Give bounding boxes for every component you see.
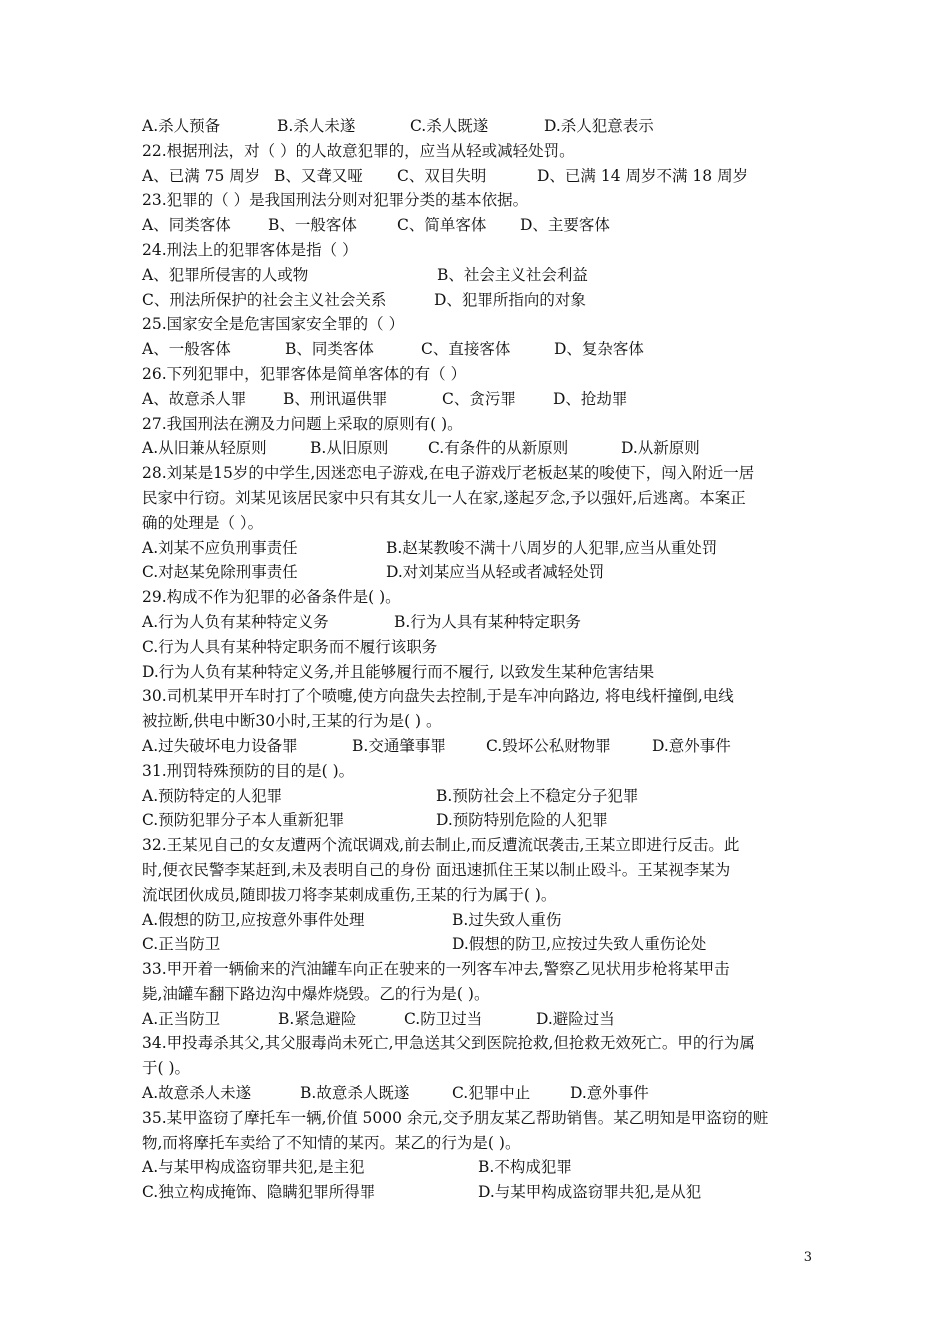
text-line: 22.根据刑法，对（ ）的人故意犯罪的，应当从轻或减轻处罚。 (142, 141, 575, 160)
option-text: A.正当防卫 (142, 1009, 221, 1028)
option-text: C.正当防卫 (142, 935, 221, 954)
option-text: A、已满 75 周岁 (142, 166, 261, 185)
text-line: 30.司机某甲开车时打了个喷嚏,使方向盘失去控制,于是车冲向路边, 将电线杆撞倒,电线 (142, 687, 734, 706)
option-row (142, 387, 812, 412)
option-text: B.不构成犯罪 (478, 1158, 572, 1177)
text-line: 31.刑罚特殊预防的目的是( )。 (142, 761, 355, 780)
option-row (142, 784, 812, 809)
option-text: C.有条件的从新原则 (428, 439, 569, 458)
option-text: D.从新原则 (621, 439, 700, 458)
option-row (142, 536, 812, 561)
text-line: 23.犯罪的（ ）是我国刑法分则对犯罪分类的基本依据。 (142, 191, 529, 210)
option-row (142, 1007, 812, 1032)
text-line: 35.某甲盗窃了摩托车一辆,价值 5000 余元,交予朋友某乙帮助销售。某乙明知是甲盗窃的赃 (142, 1108, 769, 1127)
text-line: 34.甲投毒杀其父,其父服毒尚未死亡,甲急送其父到医院抢救,但抢救无效死亡。甲的行为属 (142, 1034, 755, 1053)
option-row (142, 1081, 812, 1106)
option-text: D.假想的防卫,应按过失致人重伤论处 (452, 935, 707, 954)
option-row (142, 560, 812, 585)
option-row (142, 610, 812, 635)
option-text: C.独立构成掩饰、隐瞒犯罪所得罪 (142, 1183, 376, 1202)
option-text: A.刘某不应负刑事责任 (142, 538, 298, 557)
option-text: D、复杂客体 (554, 340, 644, 359)
text-line: D.行为人负有某种特定义务,并且能够履行而不履行, 以致发生某种危害结果 (142, 662, 655, 681)
option-text: B、社会主义社会利益 (437, 265, 588, 284)
option-text: D、已满 14 周岁不满 18 周岁 (537, 166, 749, 185)
option-row (142, 932, 812, 957)
option-text: B.行为人具有某种特定职务 (394, 612, 581, 631)
option-text: A.与某甲构成盗窃罪共犯,是主犯 (142, 1158, 365, 1177)
option-text: B.预防社会上不稳定分子犯罪 (436, 786, 639, 805)
text-line: 24.刑法上的犯罪客体是指（ ） (142, 240, 358, 259)
option-text: A.过失破坏电力设备罪 (142, 736, 298, 755)
option-row (142, 1155, 812, 1180)
text-line: 32.王某见自己的女友遭两个流氓调戏,前去制止,而反遭流氓袭击,王某立即进行反击。此 (142, 836, 740, 855)
text-line: 时,便衣民警李某赶到,未及表明自己的身份 面迅速抓住王某以制止殴斗。王某视李某为 (142, 860, 731, 879)
text-line: 被拉断,供电中断30小时,王某的行为是( ) 。 (142, 712, 442, 731)
option-text: B.杀人未遂 (277, 117, 356, 135)
text-line: 27.我国刑法在溯及力问题上采取的原则有( )。 (142, 414, 463, 433)
text-line: 于( )。 (142, 1059, 191, 1078)
option-text: A.行为人负有某种特定义务 (142, 612, 329, 631)
text-line: 33.甲开着一辆偷来的汽油罐车向正在驶来的一列客车冲去,警察乙见状用步枪将某甲击 (142, 960, 730, 979)
text-line: 25.国家安全是危害国家安全罪的（ ） (142, 315, 405, 334)
text-line: 流氓团伙成员,随即拔刀将李某刺成重伤,王某的行为属于( )。 (142, 885, 557, 904)
option-text: A、一般客体 (142, 340, 231, 359)
option-text: C.预防犯罪分子本人重新犯罪 (142, 811, 345, 830)
option-row (142, 263, 812, 288)
option-text: D.与某甲构成盗窃罪共犯,是从犯 (478, 1183, 702, 1202)
option-text: A.从旧兼从轻原则 (142, 439, 267, 458)
text-line: 28.刘某是15岁的中学生,因迷恋电子游戏,在电子游戏厅老板赵某的唆使下，闯入附近一居 (142, 464, 755, 483)
option-text: D.预防特别危险的人犯罪 (436, 811, 608, 830)
option-text: B.紧急避险 (278, 1009, 357, 1028)
option-text: B.从旧原则 (310, 439, 389, 458)
option-row (142, 908, 812, 933)
option-text: D、犯罪所指向的对象 (434, 290, 586, 309)
option-text: A.假想的防卫,应按意外事件处理 (142, 910, 365, 929)
option-text: C.对赵某免除刑事责任 (142, 563, 298, 582)
option-text: D.杀人犯意表示 (544, 117, 654, 135)
option-row (142, 436, 812, 461)
option-text: C、简单客体 (397, 216, 487, 235)
text-line: 26.下列犯罪中，犯罪客体是简单客体的有（ ） (142, 364, 467, 383)
option-text: A.预防特定的人犯罪 (142, 786, 283, 805)
option-text: C、双目失明 (397, 166, 487, 185)
option-text: B、又聋又哑 (274, 166, 363, 185)
text-line: 确的处理是（ ）。 (142, 513, 264, 532)
option-row (142, 164, 812, 189)
text-line: 毙,油罐车翻下路边沟中爆炸烧毁。乙的行为是( )。 (142, 984, 490, 1003)
text-line: 29.构成不作为犯罪的必备条件是( )。 (142, 588, 401, 607)
option-text: B、一般客体 (268, 216, 357, 235)
option-text: B.交通肇事罪 (352, 736, 446, 755)
option-row (142, 808, 812, 833)
option-text: A、故意杀人罪 (142, 389, 247, 408)
option-text: D、主要客体 (520, 216, 610, 235)
option-text: B.赵某教唆不满十八周岁的人犯罪,应当从重处罚 (386, 538, 718, 557)
option-text: B、刑讯逼供罪 (283, 389, 388, 408)
question-list (142, 114, 812, 1205)
option-text: C.杀人既遂 (410, 117, 489, 135)
option-text: C、刑法所保护的社会主义社会关系 (142, 290, 387, 309)
option-text: C、直接客体 (421, 340, 511, 359)
option-text: C、贪污罪 (442, 389, 516, 408)
option-row (142, 213, 812, 238)
option-row (142, 1180, 812, 1205)
option-text: A、犯罪所侵害的人或物 (142, 265, 309, 284)
option-text: C.犯罪中止 (452, 1084, 531, 1103)
option-text: A.故意杀人未遂 (142, 1084, 252, 1103)
option-text: C.防卫过当 (404, 1009, 483, 1028)
option-text: A.杀人预备 (142, 117, 221, 135)
page-number: 3 (803, 1250, 812, 1265)
option-text: B.故意杀人既遂 (300, 1084, 410, 1103)
option-text: D、抢劫罪 (553, 389, 628, 408)
option-row (142, 288, 812, 313)
text-line: 民家中行窃。刘某见该居民家中只有其女儿一人在家,遂起歹念,予以强奸,后逃离。本案正 (142, 488, 746, 507)
option-text: D.意外事件 (652, 736, 731, 755)
option-text: A、同类客体 (142, 216, 231, 235)
option-text: D.避险过当 (536, 1009, 615, 1028)
option-text: B.过失致人重伤 (452, 910, 562, 929)
option-row (142, 114, 812, 139)
option-text: B、同类客体 (285, 340, 374, 359)
option-row (142, 734, 812, 759)
option-row (142, 337, 812, 362)
option-text: D.对刘某应当从轻或者减轻处罚 (386, 563, 605, 582)
option-text: C.毁坏公私财物罪 (486, 736, 611, 755)
text-line: 物,而将摩托车卖给了不知情的某丙。某乙的行为是( )。 (142, 1133, 521, 1152)
text-line: C.行为人具有某种特定职务而不履行该职务 (142, 637, 438, 656)
option-text: D.意外事件 (570, 1084, 649, 1103)
